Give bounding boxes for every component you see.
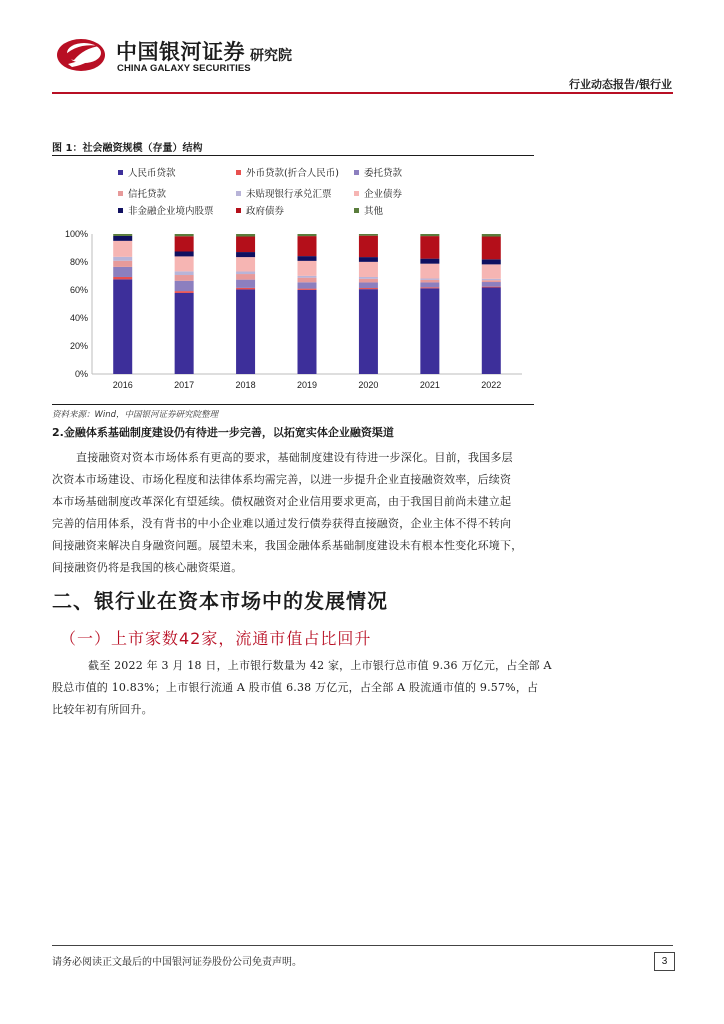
bar-segment — [482, 280, 501, 282]
bar-segment — [236, 257, 255, 271]
paragraph-line: 直接融资对资本市场体系有更高的要求，基础制度建设有待进一步深化。目前，我国多层 — [76, 451, 513, 464]
bar-segment — [236, 274, 255, 280]
x-tick-label: 2017 — [174, 380, 195, 390]
y-tick-label: 20% — [69, 341, 88, 351]
bar-segment — [420, 264, 439, 279]
company-logo-icon — [54, 34, 108, 74]
bar-segment — [113, 279, 132, 374]
financing-structure-chart — [52, 158, 538, 402]
bar-segment — [482, 279, 501, 280]
bar-segment — [175, 281, 194, 291]
bar-segment — [113, 236, 132, 241]
bar-segment — [482, 287, 501, 288]
section-subheading: 2.金融体系基础制度建设仍有待进一步完善，以拓宽实体企业融资渠道 — [52, 426, 394, 439]
bar-segment — [359, 288, 378, 289]
paragraph-line: 股总市值的 10.83%；上市银行流通 A 股市值 6.38 万亿元，占全部 A 股流通市值的 9.57%，占 — [52, 681, 539, 694]
x-tick-label: 2021 — [419, 380, 440, 390]
legend-label: 政府债券 — [246, 206, 285, 217]
bar-segment — [236, 237, 255, 253]
legend-label: 人民币贷款 — [128, 168, 176, 179]
legend-swatch — [236, 191, 241, 196]
bar-segment — [298, 290, 317, 374]
legend-swatch — [354, 170, 359, 175]
bar-segment — [236, 272, 255, 275]
y-tick-label: 40% — [69, 313, 88, 323]
bar-segment — [113, 241, 132, 257]
y-tick-label: 0% — [74, 369, 88, 379]
bar-segment — [482, 287, 501, 374]
bar-segment — [420, 288, 439, 374]
paragraph-line: 间接融资仍将是我国的核心融资渠道。 — [52, 561, 243, 574]
footer-disclaimer: 请务必阅读正文最后的中国银河证券股份公司免责声明。 — [52, 957, 302, 968]
bar-segment — [298, 234, 317, 236]
bar-segment — [236, 289, 255, 374]
header-divider — [52, 92, 673, 94]
bar-segment — [236, 288, 255, 290]
x-tick-label: 2022 — [481, 380, 502, 390]
bar-segment — [298, 282, 317, 288]
x-tick-label: 2016 — [112, 380, 133, 390]
bar-segment — [298, 278, 317, 283]
bar-segment — [175, 252, 194, 257]
section-heading: 二、银行业在资本市场中的发展情况 — [52, 589, 388, 613]
bar-segment — [175, 293, 194, 374]
bar-segment — [113, 234, 132, 236]
y-tick-label: 100% — [64, 229, 88, 239]
legend-label: 未贴现银行承兑汇票 — [246, 189, 332, 200]
section2-paragraph — [52, 655, 677, 721]
bar-segment — [175, 256, 194, 271]
bar-segment — [175, 291, 194, 293]
bar-segment — [420, 259, 439, 264]
bar-segment — [298, 236, 317, 256]
bar-segment — [359, 279, 378, 283]
section1-paragraph — [52, 447, 677, 579]
x-tick-label: 2019 — [296, 380, 318, 390]
legend-swatch — [118, 191, 123, 196]
bar-segment — [359, 234, 378, 236]
bar-segment — [420, 234, 439, 236]
legend-swatch — [354, 191, 359, 196]
page-number: 3 — [654, 952, 675, 971]
paragraph-line: 完善的信用体系，没有背书的中小企业难以通过发行债券获得直接融资，企业主体不得不转向 — [52, 517, 512, 530]
figure-bottom-rule — [52, 404, 534, 405]
bar-segment — [420, 280, 439, 283]
legend-swatch — [118, 170, 123, 175]
figure-source: 资料来源：Wind，中国银河证券研究院整理 — [52, 410, 219, 420]
paragraph-line: 间接融资来解决自身融资问题。展望未来，我国金融体系基础制度建设未有根本性变化环境下， — [52, 539, 523, 552]
bar-segment — [359, 262, 378, 277]
legend-label: 外币贷款(折合人民币) — [246, 168, 339, 179]
bar-segment — [359, 282, 378, 288]
bar-segment — [113, 261, 132, 267]
paragraph-line: 本市场基础制度改革深化有望延续。债权融资对企业信用要求更高，由于我国目前尚未建立起 — [52, 495, 512, 508]
logo-chinese-name: 中国银河证券 — [116, 40, 245, 64]
bar-segment — [298, 261, 317, 276]
legend-swatch — [236, 208, 241, 213]
bar-segment — [359, 257, 378, 262]
legend-label: 信托贷款 — [128, 189, 167, 200]
bar-segment — [420, 236, 439, 259]
legend-swatch — [354, 208, 359, 213]
bar-segment — [298, 256, 317, 261]
paragraph-line: 比较年初有所回升。 — [52, 703, 153, 716]
bar-segment — [482, 237, 501, 260]
bar-segment — [175, 236, 194, 251]
bar-segment — [420, 282, 439, 287]
bar-segment — [236, 280, 255, 288]
bar-segment — [482, 234, 501, 237]
y-tick-label: 80% — [69, 257, 88, 267]
figure-top-rule — [52, 155, 534, 156]
bar-segment — [482, 259, 501, 264]
bar-segment — [113, 267, 132, 277]
legend-swatch — [236, 170, 241, 175]
bar-segment — [236, 234, 255, 237]
bar-segment — [482, 264, 501, 278]
bar-segment — [420, 279, 439, 280]
x-tick-label: 2020 — [358, 380, 379, 390]
legend-label: 委托贷款 — [364, 168, 403, 179]
bar-segment — [236, 252, 255, 257]
legend-label: 企业债券 — [364, 189, 403, 200]
figure-title: 图 1：社会融资规模（存量）结构 — [52, 143, 203, 154]
bar-segment — [359, 277, 378, 279]
legend-label: 其他 — [364, 206, 384, 217]
legend-swatch — [118, 208, 123, 213]
legend-label: 非金融企业境内股票 — [128, 206, 214, 217]
bar-segment — [298, 289, 317, 290]
footer-divider — [52, 945, 673, 946]
x-tick-label: 2018 — [235, 380, 256, 390]
logo-english-name: CHINA GALAXY SECURITIES — [117, 63, 251, 74]
paragraph-line: 次资本市场建设、市场化程度和法律体系均需完善，以进一步提升企业直接融资效率，后续资 — [52, 473, 512, 486]
bar-segment — [359, 236, 378, 257]
section-subheading-red: （一）上市家数42家，流通市值占比回升 — [60, 629, 372, 648]
bar-segment — [298, 276, 317, 278]
paragraph-line: 截至 2022 年 3 月 18 日，上市银行数量为 42 家，上市银行总市值 9.36 万亿元，占全部 A — [88, 659, 552, 672]
bar-segment — [175, 271, 194, 275]
bar-segment — [359, 289, 378, 374]
y-tick-label: 60% — [69, 285, 88, 295]
report-type: 行业动态报告/银行业 — [568, 78, 672, 91]
bar-segment — [482, 282, 501, 287]
bar-segment — [420, 287, 439, 288]
bar-segment — [175, 234, 194, 236]
bar-segment — [113, 277, 132, 279]
bar-segment — [113, 257, 132, 261]
bar-segment — [175, 275, 194, 281]
research-institute-label: 研究院 — [250, 48, 292, 64]
